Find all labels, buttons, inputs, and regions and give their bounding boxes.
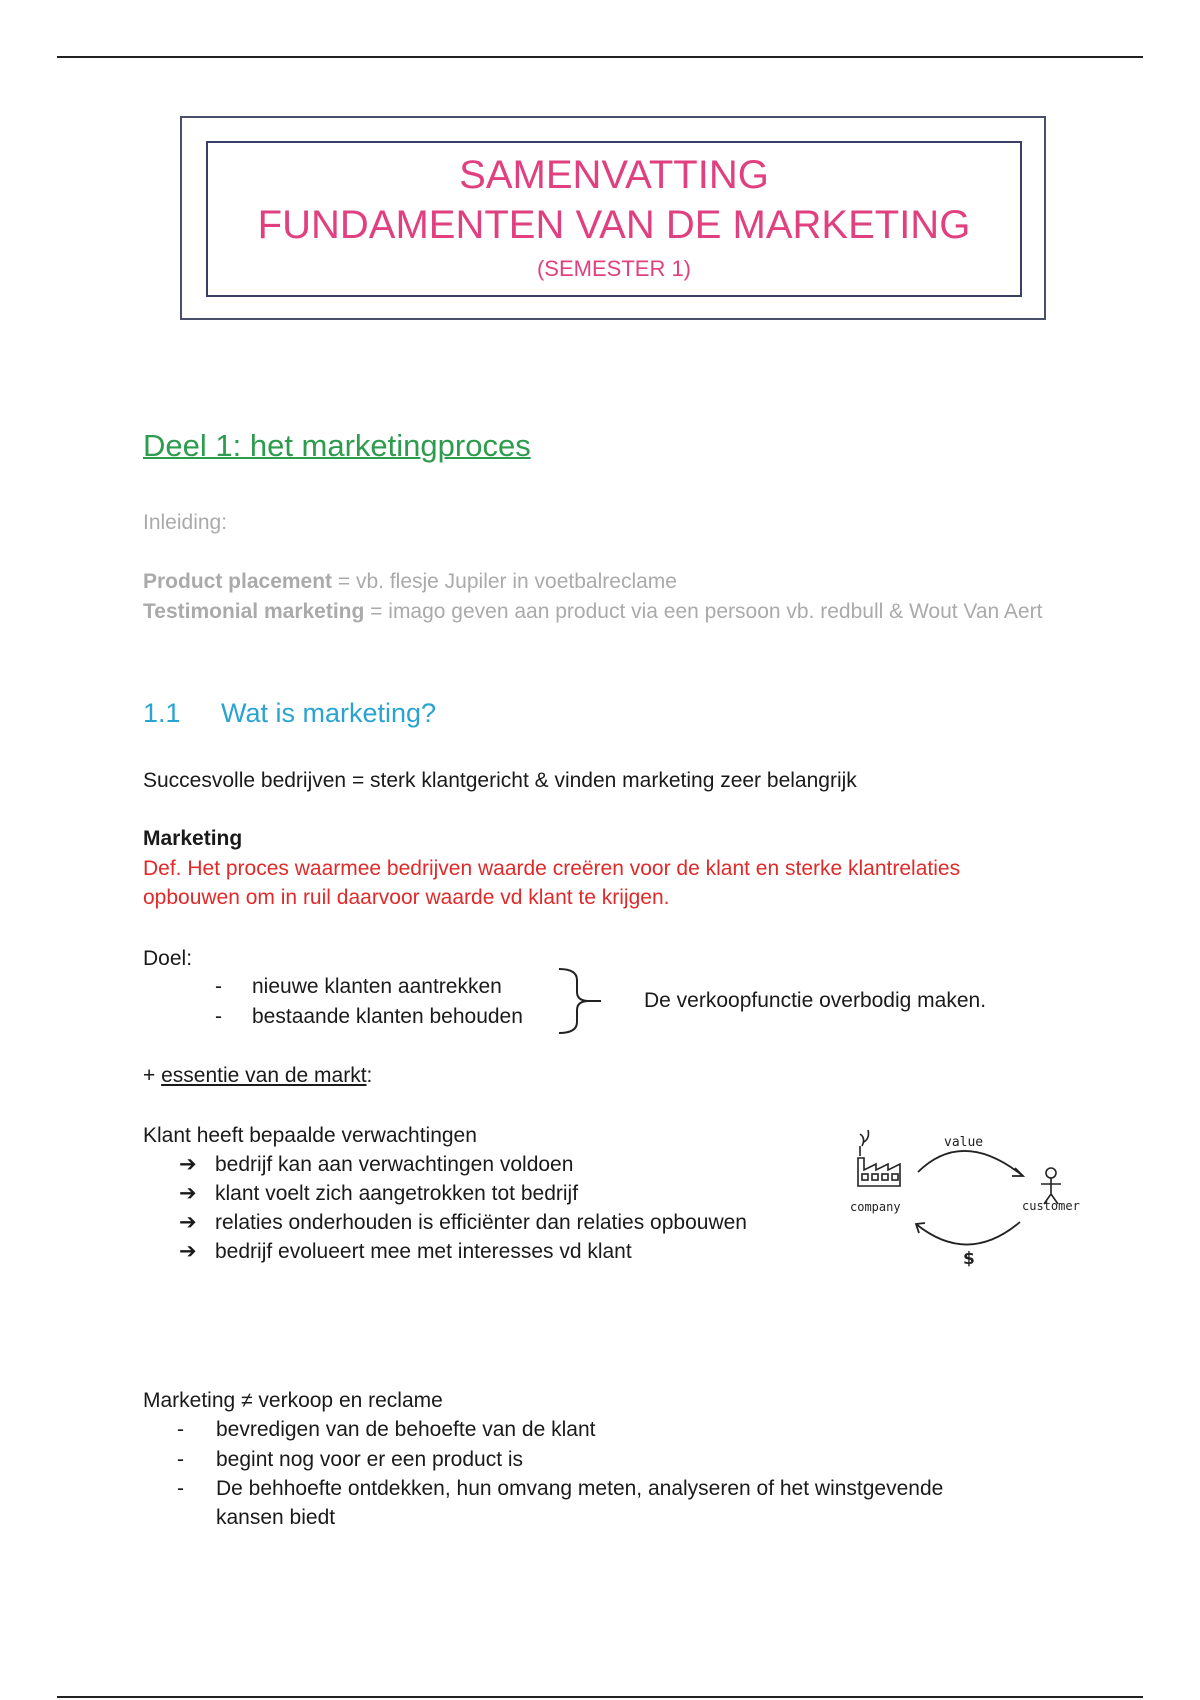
product-placement-term: Product placement: [143, 570, 333, 593]
verkoop-intro: Marketing ≠ verkoop en reclame: [143, 1389, 443, 1412]
doel-item-text: bestaande klanten behouden: [252, 1005, 523, 1028]
section-heading-1-1: [143, 698, 436, 729]
money-label: $: [963, 1249, 975, 1268]
inleiding-label: Inleiding:: [143, 511, 228, 534]
list-item-text: klant voelt zich aangetrokken tot bedrijf: [215, 1182, 579, 1205]
verkoop-item-text: De behhoefte ontdekken, hun omvang meten, analyseren of het winstgevende kansen biedt: [216, 1477, 944, 1529]
essentie-line: [143, 1061, 372, 1090]
list-item: [143, 1179, 843, 1208]
money-arrow: [916, 1222, 1020, 1245]
arrow-right-icon: ➔: [179, 1211, 197, 1234]
arrow-right-icon: ➔: [179, 1153, 197, 1176]
verkoop-item: - bevredigen van de behoefte van de klant: [177, 1415, 977, 1444]
section-number: 1.1: [143, 698, 181, 728]
marketing-term: Marketing: [143, 827, 243, 850]
product-placement-def: = vb. flesje Jupiler in voetbalreclame: [332, 570, 677, 593]
title-frame: [206, 141, 1022, 297]
doel-label: Doel:: [143, 947, 193, 970]
title-line-2: FUNDAMENTEN VAN DE MARKETING: [257, 203, 971, 247]
arrow-right-icon: ➔: [179, 1240, 197, 1263]
list-item-text: relaties onderhouden is efficiënter dan relaties opbouwen: [215, 1211, 747, 1234]
klant-list: [143, 1150, 843, 1266]
curly-brace-icon: [555, 966, 605, 1036]
value-exchange-diagram: [848, 1128, 1098, 1268]
list-item: [143, 1150, 843, 1179]
section-title: Wat is marketing?: [221, 698, 437, 728]
verkoop-item: - De behhoefte ontdekken, hun omvang meten, analyseren of het winstgevende kansen biedt: [177, 1474, 977, 1532]
testimonial-def: = imago geven aan product via een persoon vb. redbull & Wout Van Aert: [364, 600, 1043, 623]
succes-line: Succesvolle bedrijven = sterk klantgericht & vinden marketing zeer belangrijk: [143, 769, 857, 792]
product-placement-line: [143, 567, 1043, 596]
list-item-text: bedrijf evolueert mee met interesses vd klant: [215, 1240, 632, 1263]
value-label: value: [944, 1135, 984, 1150]
value-arrow: [918, 1151, 1023, 1176]
testimonial-line: [143, 597, 1043, 626]
section-heading-deel1: Deel 1: het marketingproces: [143, 428, 531, 463]
doel-conclusion: De verkoopfunctie overbodig maken.: [644, 989, 987, 1012]
essentie-suffix: :: [366, 1064, 373, 1087]
footer-rule: [57, 1696, 1143, 1698]
list-item: [143, 1237, 843, 1266]
essentie-prefix: +: [143, 1064, 162, 1087]
header-rule: [57, 56, 1143, 58]
doel-item-text: nieuwe klanten aantrekken: [252, 975, 502, 998]
verkoop-item-text: begint nog voor er een product is: [216, 1448, 524, 1471]
factory-icon: [858, 1130, 900, 1186]
customer-label: customer: [1022, 1199, 1080, 1213]
essentie-text: essentie van de markt: [161, 1064, 367, 1087]
list-item: [143, 1208, 843, 1237]
testimonial-term: Testimonial marketing: [143, 600, 365, 623]
title-line-3: (SEMESTER 1): [536, 256, 692, 281]
title-line-1: SAMENVATTING: [459, 153, 769, 197]
list-item-text: bedrijf kan aan verwachtingen voldoen: [215, 1153, 574, 1176]
company-label: company: [850, 1200, 901, 1214]
verkoop-item-text: bevredigen van de behoefte van de klant: [216, 1418, 596, 1441]
arrow-right-icon: ➔: [179, 1182, 197, 1205]
verkoop-item: - begint nog voor er een product is: [177, 1445, 977, 1474]
klant-intro: Klant heeft bepaalde verwachtingen: [143, 1124, 477, 1147]
marketing-definition: Def. Het proces waarmee bedrijven waarde creëren voor de klant en sterke klantrelaties opbouwen om in ruil daarvoor waarde vd klant te krijgen.: [143, 857, 961, 909]
